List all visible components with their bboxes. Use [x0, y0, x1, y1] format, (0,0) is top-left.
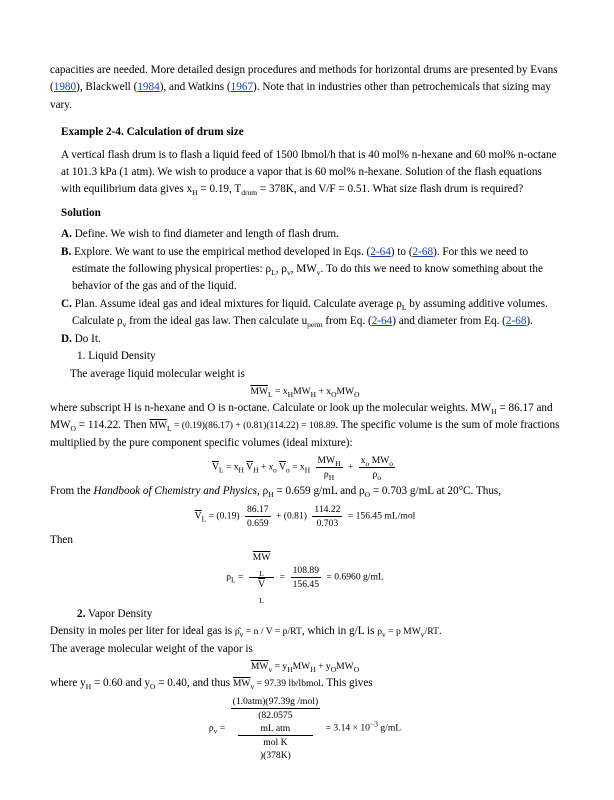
step-b — [61, 244, 560, 296]
equation-mw-vapor: $\overline{MW}_v = y_HMW_H + y_OMW_O$ — [250, 661, 360, 675]
step-text: Plan. Assume ideal gas and ideal mixtures for liquid. Calculate average ρ — [71, 297, 402, 310]
eq-link-2-68[interactable]: 2-68 — [412, 245, 434, 258]
body-text: . This gives — [320, 677, 373, 690]
subscript: L — [271, 268, 276, 278]
inline-equation: $\overline{MW}_L = (0.19)(86.17) + (0.81)(114.22) = 108.89$ — [149, 420, 336, 434]
vapor-density-paragraph — [50, 623, 560, 658]
body-text: = 114.22. Then — [75, 419, 150, 432]
example-text: = 0.19, T — [197, 183, 242, 196]
step-text: ) to ( — [390, 245, 413, 258]
heading-text: Vapor Density — [85, 607, 153, 620]
step-text: ). For this we need to estimate the following physical properties: ρ — [72, 245, 529, 276]
eq-link-2-68[interactable]: 2-68 — [505, 315, 527, 328]
example-text: = 378K, and V/F = 0.51. What size flash drum is required? — [257, 183, 524, 196]
step-text: by assuming additive volumes. Calculate ρ — [72, 297, 548, 328]
step-text: Explore. We want to use the empirical method developed in Eqs. ( — [71, 245, 371, 258]
body-text: , ρ — [256, 485, 269, 498]
ref-link-evans[interactable]: 1980 — [53, 81, 77, 94]
equation-specific-volume: $\overline{V}_L = x_H$ $\overline{V}_H + x_o$ $\overline{V}_o = x_H$ $\frac{MW_H}{\rho_H}$ + $\frac{x_o MW_o}{\rho_o}$ — [211, 455, 394, 483]
step-label: A. — [61, 228, 72, 241]
intro-text: ), and Watkins ( — [159, 81, 231, 94]
intro-text: ). Note that in industries other than petrochemicals that sizing may vary. — [50, 81, 551, 111]
handbook-paragraph — [50, 483, 560, 500]
ref-link-blackwell[interactable]: 1984 — [137, 81, 160, 94]
equation-vl-value: $\overline{V}_L = (0.19)$ $\frac{86.17}{0.659}$ + (0.81) $\frac{114.22}{0.703}$ = 156.45 mL/mol — [194, 503, 416, 529]
body-text: = 0.659 g/mL and ρ — [273, 485, 365, 498]
ref-link-watkins[interactable]: 1967 — [230, 81, 254, 94]
heading-number: 2. — [77, 607, 86, 620]
body-text: where y — [50, 677, 86, 690]
inline-equation: $\overline{MW}_v = 97.39$ lb/lbmol — [232, 678, 321, 692]
subscript: O — [70, 424, 76, 434]
step-d — [61, 331, 560, 348]
subscript: L — [401, 303, 407, 313]
example-title: Example 2-4. Calculation of drum size — [61, 126, 244, 139]
body-text: . — [438, 625, 442, 638]
step-text: , MW — [290, 263, 317, 276]
step-label: C. — [61, 297, 72, 310]
step-text: , ρ — [275, 263, 287, 276]
intro-paragraph — [50, 62, 560, 114]
body-text: From the — [50, 485, 94, 498]
step-text: . To do this we need to know something about the behavior of the gas and of the liquid. — [72, 263, 543, 293]
step-text: Do It. — [71, 332, 101, 345]
example-body — [61, 147, 560, 199]
subscript: H — [268, 490, 274, 500]
example-text: A vertical flash drum is to flash a liquid feed of 1500 lbmol/h that is 40 mol% n-hexane and 60 mol% n-octane at 101.3 kPa (1 atm). We wish to produce a vapor that is 60 mol% n-hexane. Solution of the flash equations with equilibrium data gives x — [61, 148, 557, 196]
step-label: D. — [61, 332, 72, 345]
inline-equation: $\rho_v = p$ $MW_v/RT$ — [377, 626, 439, 640]
step-text: ) and diameter from Eq. ( — [392, 315, 506, 328]
liquid-density-heading: 1. Liquid Density — [77, 350, 156, 363]
intro-text: ), Blackwell ( — [76, 81, 138, 94]
body-text: = 0.703 g/mL at 20°C. Thus, — [370, 485, 502, 498]
inline-equation: $\rhô_v = n / V = p/RT$ — [234, 626, 302, 640]
solution-label: Solution — [61, 206, 101, 219]
step-label: B. — [61, 245, 72, 258]
step-a — [61, 226, 560, 243]
step-text: Define. We wish to find diameter and length of flash drum. — [71, 228, 339, 241]
equation-rho-vapor: $\rho_v$ = (1.0atm)(97.39g /mol) (82.0575 mL atm mol K )(378K) = $3.14 \times 10^{-3}$ g/mL — [208, 695, 402, 761]
step-text: ). — [526, 315, 533, 328]
vapor-density-heading — [77, 606, 560, 623]
eq-link-2-64[interactable]: 2-64 — [371, 315, 393, 328]
body-text: = 86.17 and MW — [50, 401, 553, 432]
liquid-intro-line: The average liquid molecular weight is — [70, 367, 245, 380]
body-text: , which in g/L is — [301, 625, 378, 638]
document-page — [50, 62, 560, 764]
body-text: = 0.60 and y — [91, 677, 150, 690]
subscript: v — [286, 268, 291, 278]
equation-mw-liquid: $\overline{MW}_L = x_HMW_H + x_OMW_O$ — [250, 385, 360, 399]
subscript: perm — [307, 320, 323, 330]
step-text: from the ideal gas law. Then calculate u — [126, 315, 308, 328]
subscript: H — [192, 188, 198, 198]
body-text: = 0.40, and thus — [155, 677, 233, 690]
subscript: v — [122, 320, 127, 330]
vapor-mw-paragraph — [50, 675, 560, 692]
intro-text: capacities are needed. More detailed design procedures and methods for horizontal drums are presented by Evans ( — [50, 64, 558, 94]
book-title: Handbook of Chemistry and Physics — [93, 485, 257, 498]
body-text: Density in moles per liter for ideal gas is — [50, 625, 235, 638]
subscript: drum — [241, 188, 258, 198]
subscript: O — [364, 490, 371, 500]
eq-link-2-64[interactable]: 2-64 — [370, 245, 391, 258]
body-text: where subscript H is n-hexane and O is n-octane. Calculate or look up the molecular weights. MW — [50, 401, 492, 414]
subscript: v — [316, 268, 321, 278]
liquid-mw-paragraph — [50, 400, 560, 452]
body-text: The average molecular weight of the vapor is — [50, 642, 253, 655]
equation-rho-liquid: $\rho_L$ = $\overline{MW}$ $_L$ $\overline{V}$ $_L$ = $\frac{108.89}{156.45}$ = 0.6960 g/mL — [226, 551, 384, 605]
body-text: . The specific volume is the sum of mole fractions multiplied by the pure component specific volumes (ideal mixture): — [50, 419, 560, 449]
then-label: Then — [50, 533, 73, 546]
subscript: H — [491, 407, 497, 417]
subscript: O — [149, 682, 156, 692]
subscript: H — [85, 682, 92, 692]
step-text: from Eq. ( — [322, 315, 372, 328]
step-c — [61, 296, 560, 331]
